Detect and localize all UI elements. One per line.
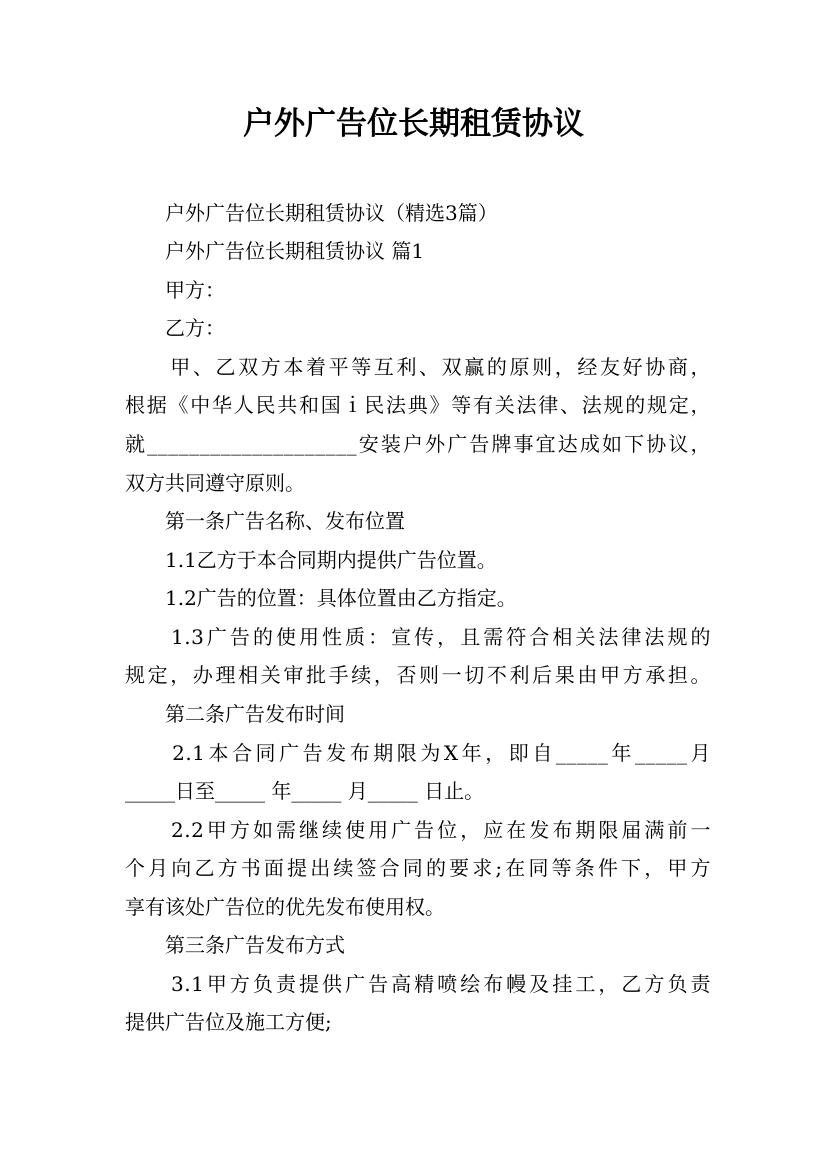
- text-line: 甲方：: [125, 278, 225, 302]
- text-line: 1.1乙方于本合同期内提供广告位置。: [125, 548, 497, 572]
- text-line: 1.3广告的使用性质：宣传，且需符合相关法律法规的: [125, 625, 711, 649]
- text-line: 提供广告位及施工方便;: [125, 1010, 332, 1034]
- text-line: 第三条广告发布方式: [125, 933, 345, 957]
- text-line: 1.2广告的位置：具体位置由乙方指定。: [125, 586, 517, 610]
- text-line: 根据《中华人民共和国ｉ民法典》等有关法律、法规的规定，: [125, 393, 711, 417]
- text-line: 户外广告位长期租赁协议（精选3篇）: [125, 201, 498, 225]
- text-line: 个月向乙方书面提出续签合同的要求;在同等条件下，甲方: [125, 856, 711, 880]
- text-line: 规定，办理相关审批手续，否则一切不利后果由甲方承担。: [125, 663, 711, 687]
- text-line: 户外广告位长期租赁协议 篇1: [125, 239, 425, 263]
- text-line: _____日至_____ 年_____ 月_____ 日止。: [125, 779, 485, 803]
- text-line: 就____________________安装户外广告牌事宜达成如下协议，: [125, 432, 711, 456]
- text-line: 享有该处广告位的优先发布使用权。: [125, 895, 445, 919]
- text-line: 乙方：: [125, 316, 225, 340]
- text-line: 第二条广告发布时间: [125, 702, 345, 726]
- document-title: 户外广告位长期租赁协议: [243, 106, 584, 142]
- text-line: 甲、乙双方本着平等互利、双赢的原则，经友好协商，: [125, 355, 711, 379]
- text-line: 3.1甲方负责提供广告高精喷绘布幔及挂工，乙方负责: [125, 972, 711, 996]
- text-line: 2.1本合同广告发布期限为X年，即自_____年_____月: [125, 741, 711, 765]
- text-line: 双方共同遵守原则。: [125, 471, 305, 495]
- text-line: 2.2甲方如需继续使用广告位，应在发布期限届满前一: [125, 818, 711, 842]
- text-line: 第一条广告名称、发布位置: [125, 509, 405, 533]
